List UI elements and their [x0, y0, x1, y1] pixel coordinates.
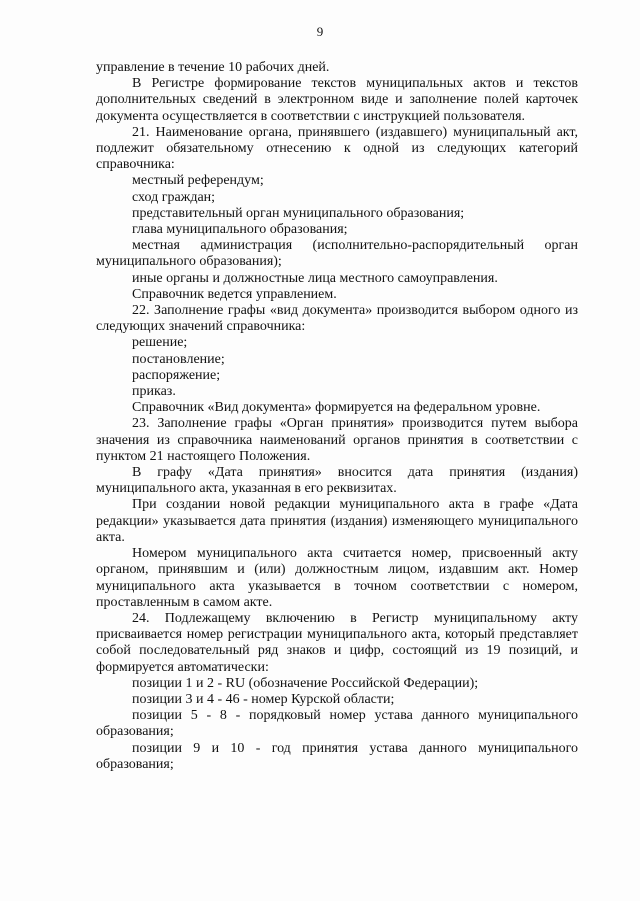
list-item-head: глава муниципального образования;	[132, 222, 348, 238]
list-item-resolution: постановление;	[132, 351, 225, 367]
list-item-positions-3-4: позиции 3 и 4 - 46 - номер Курской области;	[132, 691, 395, 707]
paragraph-new-edition: При создании новой редакции муниципального акта в графе «Дата редакции» указывается дата принятия (издания) изменяющего муниципального акта.	[96, 497, 578, 545]
list-item-other-bodies: иные органы и должностные лица местного самоуправления.	[132, 270, 498, 286]
list-item-command: приказ.	[132, 384, 176, 400]
list-item-positions-5-8: позиции 5 - 8 - порядковый номер устава данного муниципального образования;	[96, 708, 578, 740]
paragraph-register-forming: В Регистре формирование текстов муниципальных актов и текстов дополнительных сведений в электронном виде и заполнение полей карточек документа осуществляется в соответствии с инструкцией пользователя.	[96, 76, 578, 124]
list-item-local-administration: местная администрация (исполнительно-распорядительный орган муниципального образования);	[96, 238, 578, 270]
document-body	[96, 60, 578, 773]
paragraph-item-21: 21. Наименование органа, принявшего (издавшего) муниципальный акт, подлежит обязательному отнесению к одной из следующих категорий справочника:	[96, 124, 578, 173]
paragraph-continuation: управление в течение 10 рабочих дней.	[96, 60, 330, 75]
list-item-order: распоряжение;	[132, 367, 221, 383]
paragraph-adoption-date: В графу «Дата принятия» вносится дата принятия (издания) муниципального акта, указанная в его реквизитах.	[96, 465, 578, 497]
list-item-positions-9-10: позиции 9 и 10 - год принятия устава данного муниципального образования;	[96, 740, 578, 772]
page-number: 9	[316, 24, 324, 39]
list-item-representative-body: представительный орган муниципального образования;	[132, 205, 465, 221]
paragraph-item-24: 24. Подлежащему включению в Регистр муниципальному акту присваивается номер регистрации муниципального акта, который представляет собой последовательный ряд знаков и цифр, состоящий из 19 позиций, и формируется автоматически:	[96, 610, 578, 675]
list-item-decision: решение;	[132, 335, 188, 351]
paragraph-item-22: 22. Заполнение графы «вид документа» производится выбором одного из следующих значений справочника:	[96, 303, 578, 335]
paragraph-act-number: Номером муниципального акта считается номер, присвоенный акту органом, принявшим и (или) должностным лицом, издавшим акт. Номер муниципального акта указывается в точном соответствии с номером, проставленным в самом акте.	[96, 546, 578, 610]
paragraph-item-23: 23. Заполнение графы «Орган принятия» производится путем выбора значения из справочника наименований органов принятия в соответствии с пунктом 21 настоящего Положения.	[96, 416, 578, 464]
list-item-positions-1-2: позиции 1 и 2 - RU (обозначение Российской Федерации);	[132, 675, 479, 691]
paragraph-directory-managed: Справочник ведется управлением.	[132, 286, 337, 302]
list-item-citizens-gathering: сход граждан;	[132, 189, 216, 205]
list-item-referendum: местный референдум;	[132, 173, 264, 189]
paragraph-doc-type-directory: Справочник «Вид документа» формируется на федеральном уровне.	[132, 400, 541, 416]
